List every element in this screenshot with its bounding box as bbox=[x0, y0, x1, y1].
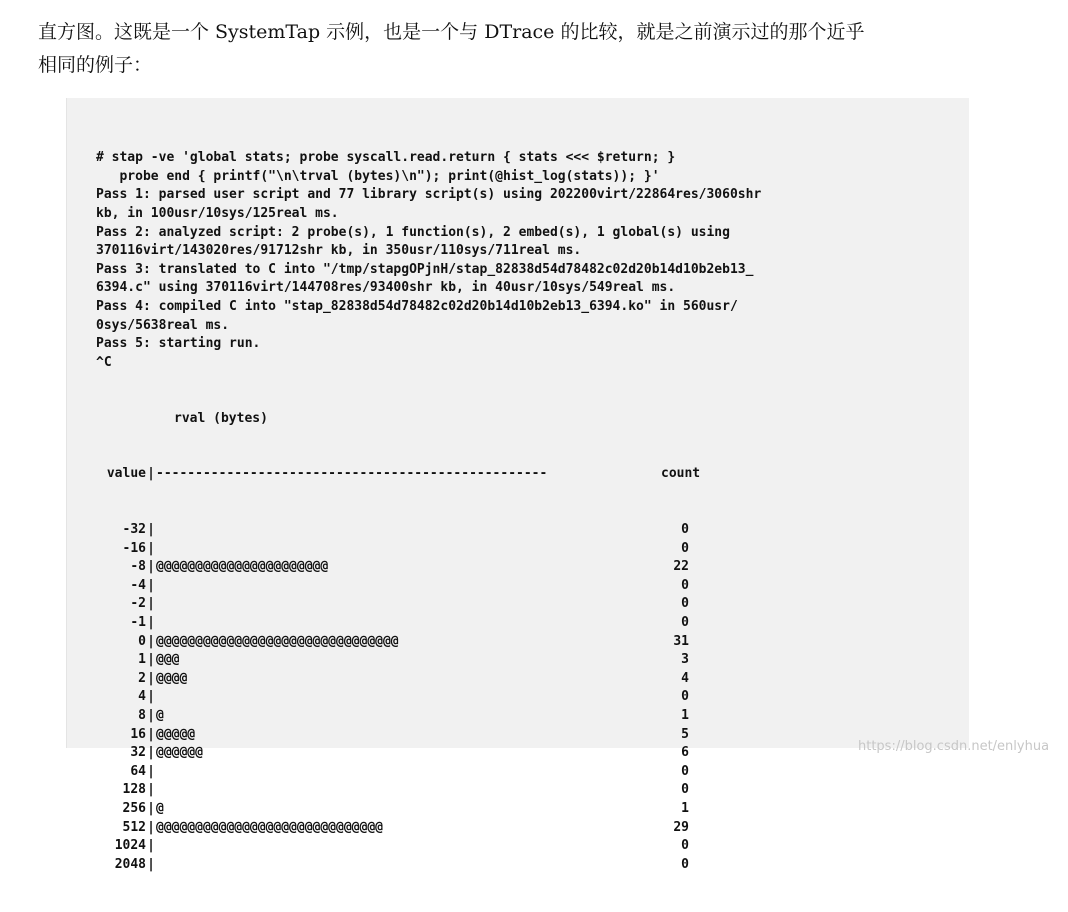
histogram-value: -4 bbox=[130, 577, 146, 593]
histogram-header-value: value bbox=[106, 466, 146, 482]
histogram-row bbox=[96, 577, 761, 596]
histogram-value: -32 bbox=[122, 522, 146, 538]
histogram-count: 29 bbox=[673, 819, 689, 835]
code-line: 0sys/5638real ms. bbox=[96, 317, 230, 333]
histogram-row bbox=[96, 540, 761, 559]
histogram-value: 128 bbox=[122, 782, 146, 798]
histogram-count: 0 bbox=[681, 615, 689, 631]
histogram-bar: @ bbox=[156, 708, 164, 723]
histogram-separator: | bbox=[147, 856, 155, 872]
histogram-count: 0 bbox=[681, 856, 689, 872]
histogram-count: 0 bbox=[681, 763, 689, 779]
histogram-bar: @@@@@ bbox=[156, 726, 196, 742]
histogram-separator: | bbox=[147, 819, 155, 835]
code-line: Pass 4: compiled C into "stap_82838d54d78482c02d20b14d10b2eb13_6394.ko" in 560usr/ bbox=[96, 298, 738, 314]
histogram-row bbox=[96, 558, 761, 577]
histogram-count: 22 bbox=[673, 559, 689, 575]
histogram-header-separator: | bbox=[147, 466, 155, 482]
code-line: 370116virt/143020res/91712shr kb, in 350usr/110sys/711real ms. bbox=[96, 243, 582, 259]
command-output-lines bbox=[96, 149, 761, 372]
histogram-value: 512 bbox=[122, 819, 146, 835]
histogram-row bbox=[96, 651, 761, 670]
histogram-value: -8 bbox=[130, 559, 146, 575]
histogram-row bbox=[96, 595, 761, 614]
code-listing bbox=[96, 112, 761, 912]
histogram-separator: | bbox=[147, 763, 155, 779]
histogram-value: 8 bbox=[138, 708, 146, 723]
histogram-bar: @@@@@@@@@@@@@@@@@@@@@@@@@@@@@ bbox=[156, 819, 383, 835]
histogram-row bbox=[96, 856, 761, 875]
histogram-count: 0 bbox=[681, 782, 689, 798]
histogram-value: 1024 bbox=[114, 838, 146, 854]
code-line: # stap -ve 'global stats; probe syscall.read.return { stats <<< $return; } bbox=[96, 150, 676, 166]
histogram-value: -2 bbox=[130, 596, 146, 612]
histogram-count: 6 bbox=[681, 745, 689, 761]
code-line: Pass 3: translated to C into "/tmp/stapgOPjnH/stap_82838d54d78482c02d20b14d10b2eb13_ bbox=[96, 261, 754, 277]
code-line: Pass 5: starting run. bbox=[96, 336, 261, 352]
code-line: Pass 1: parsed user script and 77 library script(s) using 202200virt/22864res/3060shr bbox=[96, 187, 762, 203]
histogram-row bbox=[96, 688, 761, 707]
histogram-bar: @@@@@@@@@@@@@@@@@@@@@@ bbox=[156, 559, 329, 575]
histogram-count: 1 bbox=[681, 800, 689, 816]
histogram-count: 0 bbox=[681, 596, 689, 612]
histogram-separator: | bbox=[147, 838, 155, 854]
intro-paragraph bbox=[38, 16, 1038, 82]
histogram-separator: | bbox=[147, 540, 155, 556]
histogram-count: 0 bbox=[681, 689, 689, 705]
histogram-separator: | bbox=[147, 577, 155, 593]
histogram-header-count: count bbox=[661, 466, 701, 482]
histogram-value: -1 bbox=[130, 615, 146, 631]
code-line: probe end { printf("\n\trval (bytes)\n"); print(@hist_log(stats)); }' bbox=[96, 168, 660, 184]
histogram-value: 256 bbox=[122, 800, 146, 816]
histogram-bar: @@@@@@@@@@@@@@@@@@@@@@@@@@@@@@@ bbox=[156, 633, 399, 649]
histogram-count: 31 bbox=[673, 633, 689, 649]
histogram-separator: | bbox=[147, 689, 155, 705]
histogram-separator: | bbox=[147, 652, 155, 668]
histogram-row bbox=[96, 744, 761, 763]
histogram-separator: | bbox=[147, 522, 155, 538]
histogram-separator: | bbox=[147, 559, 155, 575]
histogram-bar: @@@@@@ bbox=[156, 745, 203, 761]
histogram-count: 0 bbox=[681, 838, 689, 854]
histogram-separator: | bbox=[147, 726, 155, 742]
histogram-count: 3 bbox=[681, 652, 689, 668]
histogram-rows bbox=[96, 521, 761, 874]
histogram-count: 1 bbox=[681, 708, 689, 723]
histogram-row bbox=[96, 800, 761, 819]
histogram-row bbox=[96, 633, 761, 652]
histogram-count: 5 bbox=[681, 726, 689, 742]
code-line: kb, in 100usr/10sys/125real ms. bbox=[96, 205, 339, 221]
histogram-separator: | bbox=[147, 745, 155, 761]
histogram-row bbox=[96, 614, 761, 633]
histogram-count: 4 bbox=[681, 670, 689, 686]
histogram-count: 0 bbox=[681, 522, 689, 538]
histogram-separator: | bbox=[147, 633, 155, 649]
histogram-separator: | bbox=[147, 782, 155, 798]
code-line: Pass 2: analyzed script: 2 probe(s), 1 function(s), 2 embed(s), 1 global(s) using bbox=[96, 224, 730, 240]
histogram-row bbox=[96, 837, 761, 856]
histogram-value: -16 bbox=[122, 540, 146, 556]
code-line: ^C bbox=[96, 354, 112, 370]
histogram-row bbox=[96, 781, 761, 800]
histogram-bar: @@@ bbox=[156, 652, 180, 668]
histogram-value: 1 bbox=[138, 652, 146, 668]
histogram-row bbox=[96, 726, 761, 745]
histogram-separator: | bbox=[147, 708, 155, 723]
histogram-value: 0 bbox=[138, 633, 146, 649]
watermark: https://blog.csdn.net/enlyhua bbox=[858, 739, 1050, 754]
intro-line-2: 相同的例子： bbox=[38, 54, 153, 76]
histogram-header bbox=[96, 465, 761, 484]
histogram-value: 2 bbox=[138, 670, 146, 686]
histogram-separator: | bbox=[147, 670, 155, 686]
histogram-row bbox=[96, 521, 761, 540]
histogram-separator: | bbox=[147, 800, 155, 816]
histogram-value: 16 bbox=[130, 726, 146, 742]
histogram-count: 0 bbox=[681, 540, 689, 556]
intro-line-1: 直方图。这既是一个 SystemTap 示例，也是一个与 DTrace 的比较，就是之前演示过的那个近乎 bbox=[38, 21, 865, 43]
histogram-value: 2048 bbox=[114, 856, 146, 872]
histogram-header-dashes: -------------------------------------------------- bbox=[156, 466, 548, 482]
histogram-bar: @@@@ bbox=[156, 670, 188, 686]
histogram-row bbox=[96, 670, 761, 689]
histogram-row bbox=[96, 763, 761, 782]
histogram-value: 64 bbox=[130, 763, 146, 779]
histogram-title: rval (bytes) bbox=[174, 410, 268, 426]
code-line: 6394.c" using 370116virt/144708res/93400shr kb, in 40usr/10sys/549real ms. bbox=[96, 280, 676, 296]
histogram-value: 32 bbox=[130, 745, 146, 761]
histogram-bar: @ bbox=[156, 800, 164, 816]
histogram-count: 0 bbox=[681, 577, 689, 593]
histogram-row bbox=[96, 707, 761, 726]
histogram-separator: | bbox=[147, 596, 155, 612]
histogram-separator: | bbox=[147, 615, 155, 631]
histogram-value: 4 bbox=[138, 689, 146, 705]
histogram-row bbox=[96, 819, 761, 838]
